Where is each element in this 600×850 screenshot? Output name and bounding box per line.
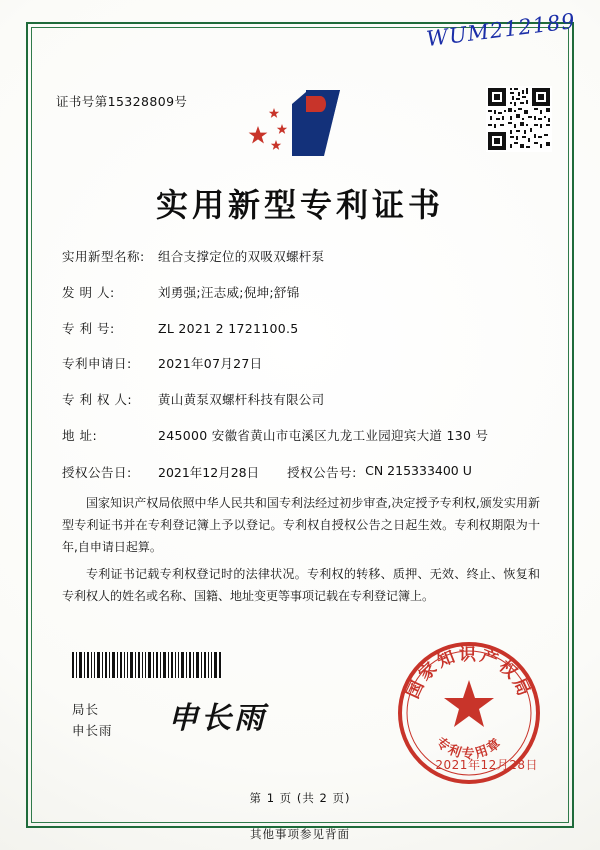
field-address <box>62 427 542 446</box>
field-patent-number <box>62 320 542 339</box>
field-grant-number <box>287 463 472 481</box>
value-utility-model-name: 组合支撑定位的双吸双螺杆泵 <box>158 249 325 264</box>
handwritten-mark: WUM212189 <box>425 8 577 52</box>
director-title-label: 局长 <box>72 702 100 717</box>
value-patent-number: ZL 2021 2 1721100.5 <box>158 320 299 336</box>
label-patent-number: 专 利 号: <box>62 320 115 336</box>
value-grant-date: 2021年12月28日 <box>158 464 260 480</box>
page-title: 实用新型专利证书 <box>155 186 444 224</box>
field-grant-row <box>62 463 542 481</box>
field-grant-date <box>62 463 259 481</box>
svg-text:国家知识产权局: 国家知识产权局 <box>403 645 535 702</box>
footer-note: 其他事项参见背面 <box>250 827 350 841</box>
field-list <box>62 248 542 491</box>
legal-paragraph-1: 国家知识产权局依照中华人民共和国专利法经过初步审查,决定授予专利权,颁发实用新型专利证书并在专利登记簿上予以登记。专利权自授权公告之日起生效。专利权期限为十年,自申请日起算。 <box>62 496 540 555</box>
cnipa-logo-icon <box>248 86 352 160</box>
label-address: 地 址: <box>62 427 98 443</box>
field-inventors <box>62 284 542 303</box>
certificate-number: 证书号第15328809号 <box>56 94 188 109</box>
page-number: 第 1 页 (共 2 页) <box>249 791 351 805</box>
svg-text:专利专用章: 专利专用章 <box>432 735 506 762</box>
label-patentee: 专 利 权 人: <box>62 392 133 407</box>
seal-date: 2021年12月28日 <box>435 758 538 772</box>
legal-paragraph-2: 专利证书记载专利权登记时的法律状况。专利权的转移、质押、无效、终止、恢复和专利权人的姓名或名称、国籍、地址变更等事项记载在专利登记簿上。 <box>62 566 540 603</box>
value-application-date: 2021年07月27日 <box>158 356 263 372</box>
director-block <box>72 700 113 741</box>
director-name-label: 申长雨 <box>72 722 113 738</box>
value-patentee: 黄山黄泵双螺杆科技有限公司 <box>158 392 325 407</box>
value-address: 245000 安徽省黄山市屯溪区九龙工业园迎宾大道 130 号 <box>158 427 489 443</box>
value-grant-number: CN 215333400 U <box>365 462 472 478</box>
value-inventors: 刘勇强;汪志威;倪坤;舒锦 <box>158 284 300 300</box>
label-utility-model-name: 实用新型名称: <box>62 249 145 264</box>
barcode <box>72 652 222 678</box>
qr-code-icon <box>486 86 552 152</box>
label-grant-number: 授权公告号: <box>287 464 357 480</box>
director-signature: 申长雨 <box>168 701 267 736</box>
field-patentee <box>62 391 542 410</box>
field-application-date <box>62 355 542 374</box>
label-grant-date: 授权公告日: <box>62 464 132 480</box>
legal-text <box>62 492 540 611</box>
label-application-date: 专利申请日: <box>62 356 132 372</box>
field-utility-model-name <box>62 248 542 267</box>
label-inventors: 发 明 人: <box>62 284 115 300</box>
